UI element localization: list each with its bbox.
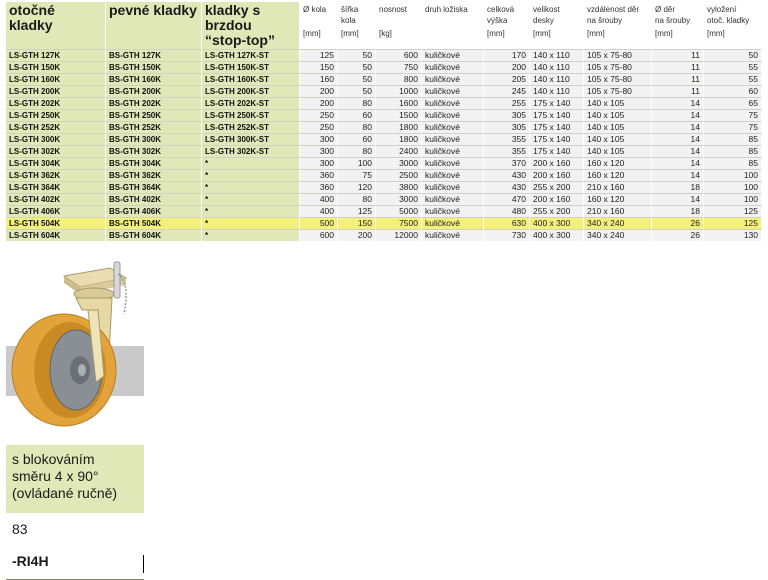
cell-fixed: BS-GTH 250K [106, 109, 202, 121]
cell-bolt: 105 x 75-80 [584, 49, 652, 61]
cell-plate: 175 x 140 [530, 133, 584, 145]
cell-width: 80 [338, 193, 376, 205]
cell-height: 355 [484, 133, 530, 145]
cell-load: 12000 [376, 229, 422, 241]
cell-width: 60 [338, 109, 376, 121]
cell-bolt: 140 x 105 [584, 121, 652, 133]
cell-plate: 175 x 140 [530, 97, 584, 109]
cell-load: 1600 [376, 97, 422, 109]
cell-hole: 11 [652, 61, 704, 73]
table-row [6, 97, 762, 109]
cell-swivel: LS-GTH 300K [6, 133, 106, 145]
table-row [6, 169, 762, 181]
cell-brake: * [202, 169, 300, 181]
cell-plate: 175 x 140 [530, 145, 584, 157]
cell-hole: 14 [652, 133, 704, 145]
cell-width: 100 [338, 157, 376, 169]
cell-fixed: BS-GTH 364K [106, 181, 202, 193]
cell-plate: 255 x 200 [530, 205, 584, 217]
cell-plate: 140 x 110 [530, 85, 584, 97]
cell-brake: * [202, 193, 300, 205]
cell-diam: 250 [300, 109, 338, 121]
cell-diam: 300 [300, 157, 338, 169]
header-wheel-width: šířka kola [mm] [338, 2, 376, 49]
cell-fixed: BS-GTH 504K [106, 217, 202, 229]
cell-width: 50 [338, 85, 376, 97]
cell-offset: 60 [704, 85, 762, 97]
cell-diam: 600 [300, 229, 338, 241]
cell-brake: * [202, 181, 300, 193]
cell-width: 50 [338, 73, 376, 85]
cell-height: 200 [484, 61, 530, 73]
header-offset: vyložení otoč. kladky [mm] [704, 2, 762, 49]
table-row [6, 85, 762, 97]
table-row [6, 193, 762, 205]
cell-offset: 75 [704, 121, 762, 133]
cell-fixed: BS-GTH 202K [106, 97, 202, 109]
cell-swivel: LS-GTH 160K [6, 73, 106, 85]
text-cursor [143, 555, 144, 573]
cell-offset: 65 [704, 97, 762, 109]
cell-bolt: 140 x 105 [584, 145, 652, 157]
cell-width: 120 [338, 181, 376, 193]
table-row [6, 145, 762, 157]
cell-diam: 150 [300, 61, 338, 73]
cell-swivel: LS-GTH 150K [6, 61, 106, 73]
cell-height: 255 [484, 97, 530, 109]
header-plate: velikost desky [mm] [530, 2, 584, 49]
cell-diam: 200 [300, 97, 338, 109]
cell-hole: 14 [652, 157, 704, 169]
cell-bolt: 210 x 160 [584, 181, 652, 193]
cell-plate: 175 x 140 [530, 109, 584, 121]
cell-offset: 75 [704, 109, 762, 121]
cell-swivel: LS-GTH 402K [6, 193, 106, 205]
cell-width: 80 [338, 97, 376, 109]
cell-offset: 85 [704, 133, 762, 145]
cell-brake: LS-GTH 300K-ST [202, 133, 300, 145]
cell-width: 80 [338, 145, 376, 157]
table-row [6, 205, 762, 217]
cell-swivel: LS-GTH 302K [6, 145, 106, 157]
cell-plate: 175 x 140 [530, 121, 584, 133]
cell-bolt: 140 x 105 [584, 109, 652, 121]
cell-hole: 14 [652, 193, 704, 205]
cell-bolt: 140 x 105 [584, 133, 652, 145]
cell-bolt: 160 x 120 [584, 157, 652, 169]
cell-fixed: BS-GTH 160K [106, 73, 202, 85]
header-height: celková výška [mm] [484, 2, 530, 49]
cell-bearing: kuličkové [422, 193, 484, 205]
cell-diam: 500 [300, 217, 338, 229]
cell-fixed: BS-GTH 200K [106, 85, 202, 97]
table-row [6, 61, 762, 73]
cell-load: 800 [376, 73, 422, 85]
cell-bearing: kuličkové [422, 205, 484, 217]
cell-height: 205 [484, 73, 530, 85]
header-brake: kladky s brzdou “stop-top” [202, 2, 300, 49]
cell-width: 75 [338, 169, 376, 181]
caster-spec-table [6, 2, 762, 241]
cell-width: 60 [338, 133, 376, 145]
cell-load: 1000 [376, 85, 422, 97]
cell-diam: 400 [300, 205, 338, 217]
cell-load: 7500 [376, 217, 422, 229]
cell-brake: * [202, 205, 300, 217]
table-row [6, 217, 762, 229]
cell-swivel: LS-GTH 304K [6, 157, 106, 169]
cell-bolt: 340 x 240 [584, 229, 652, 241]
cell-bearing: kuličkové [422, 181, 484, 193]
cell-offset: 130 [704, 229, 762, 241]
cell-brake: LS-GTH 160K-ST [202, 73, 300, 85]
header-hole-diameter: Ø děr na šrouby [mm] [652, 2, 704, 49]
cell-offset: 55 [704, 73, 762, 85]
table-row [6, 133, 762, 145]
cell-bearing: kuličkové [422, 121, 484, 133]
cell-height: 430 [484, 169, 530, 181]
cell-fixed: BS-GTH 402K [106, 193, 202, 205]
cell-swivel: LS-GTH 252K [6, 121, 106, 133]
cell-fixed: BS-GTH 604K [106, 229, 202, 241]
cell-width: 200 [338, 229, 376, 241]
cell-load: 2500 [376, 169, 422, 181]
cell-offset: 100 [704, 193, 762, 205]
cell-height: 470 [484, 193, 530, 205]
cell-brake: LS-GTH 200K-ST [202, 85, 300, 97]
cell-bearing: kuličkové [422, 229, 484, 241]
cell-height: 245 [484, 85, 530, 97]
cell-bearing: kuličkové [422, 73, 484, 85]
cell-bolt: 160 x 120 [584, 193, 652, 205]
table-row [6, 157, 762, 169]
cell-plate: 200 x 160 [530, 157, 584, 169]
cell-brake: * [202, 217, 300, 229]
header-fixed: pevné kladky [106, 2, 202, 49]
info-box [6, 445, 144, 580]
cell-fixed: BS-GTH 304K [106, 157, 202, 169]
cell-bearing: kuličkové [422, 85, 484, 97]
cell-plate: 400 x 300 [530, 229, 584, 241]
cell-height: 430 [484, 181, 530, 193]
table-row [6, 49, 762, 61]
cell-bearing: kuličkové [422, 61, 484, 73]
cell-load: 3800 [376, 181, 422, 193]
header-bolt-spacing: vzdálenost děr na šrouby [mm] [584, 2, 652, 49]
table-row [6, 109, 762, 121]
cell-height: 730 [484, 229, 530, 241]
cell-bolt: 105 x 75-80 [584, 85, 652, 97]
header-swivel: otočné kladky [6, 2, 106, 49]
cell-diam: 250 [300, 121, 338, 133]
cell-offset: 85 [704, 145, 762, 157]
cell-load: 5000 [376, 205, 422, 217]
cell-hole: 26 [652, 229, 704, 241]
cell-bolt: 105 x 75-80 [584, 73, 652, 85]
cell-load: 1800 [376, 121, 422, 133]
cell-hole: 11 [652, 73, 704, 85]
cell-plate: 140 x 110 [530, 61, 584, 73]
cell-bolt: 340 x 240 [584, 217, 652, 229]
cell-hole: 14 [652, 109, 704, 121]
cell-fixed: BS-GTH 362K [106, 169, 202, 181]
cell-diam: 400 [300, 193, 338, 205]
swivel-caster-wheel-icon [6, 254, 146, 434]
cell-load: 600 [376, 49, 422, 61]
cell-bearing: kuličkové [422, 49, 484, 61]
header-wheel-diameter: Ø kola [mm] [300, 2, 338, 49]
cell-brake: LS-GTH 202K-ST [202, 97, 300, 109]
cell-diam: 360 [300, 181, 338, 193]
cell-hole: 26 [652, 217, 704, 229]
cell-offset: 85 [704, 157, 762, 169]
cell-offset: 125 [704, 205, 762, 217]
cell-bolt: 140 x 105 [584, 97, 652, 109]
cell-load: 750 [376, 61, 422, 73]
cell-diam: 300 [300, 145, 338, 157]
cell-hole: 11 [652, 49, 704, 61]
cell-bearing: kuličkové [422, 109, 484, 121]
cell-offset: 100 [704, 181, 762, 193]
cell-offset: 100 [704, 169, 762, 181]
cell-fixed: BS-GTH 252K [106, 121, 202, 133]
cell-diam: 160 [300, 73, 338, 85]
cell-bolt: 105 x 75-80 [584, 61, 652, 73]
cell-bearing: kuličkové [422, 157, 484, 169]
cell-diam: 300 [300, 133, 338, 145]
cell-brake: LS-GTH 150K-ST [202, 61, 300, 73]
cell-swivel: LS-GTH 200K [6, 85, 106, 97]
cell-hole: 14 [652, 169, 704, 181]
cell-height: 355 [484, 145, 530, 157]
cell-brake: * [202, 157, 300, 169]
cell-diam: 200 [300, 85, 338, 97]
cell-load: 1800 [376, 133, 422, 145]
cell-brake: LS-GTH 127K-ST [202, 49, 300, 61]
cell-bearing: kuličkové [422, 133, 484, 145]
cell-fixed: BS-GTH 302K [106, 145, 202, 157]
cell-swivel: LS-GTH 250K [6, 109, 106, 121]
cell-swivel: LS-GTH 364K [6, 181, 106, 193]
lock-description: s blokováním směru 4 x 90° (ovládané ručně) [6, 445, 144, 513]
cell-hole: 11 [652, 85, 704, 97]
info-suffix: -RI4H [6, 547, 144, 580]
cell-bolt: 210 x 160 [584, 205, 652, 217]
header-load: nosnost [kg] [376, 2, 422, 49]
cell-swivel: LS-GTH 127K [6, 49, 106, 61]
cell-height: 305 [484, 121, 530, 133]
cell-hole: 14 [652, 121, 704, 133]
cell-load: 3000 [376, 193, 422, 205]
cell-plate: 200 x 160 [530, 193, 584, 205]
cell-width: 50 [338, 49, 376, 61]
cell-load: 1500 [376, 109, 422, 121]
cell-swivel: LS-GTH 604K [6, 229, 106, 241]
cell-height: 170 [484, 49, 530, 61]
cell-offset: 55 [704, 61, 762, 73]
cell-offset: 125 [704, 217, 762, 229]
header-bearing: druh ložiska [422, 2, 484, 49]
cell-brake: LS-GTH 302K-ST [202, 145, 300, 157]
cell-height: 480 [484, 205, 530, 217]
cell-height: 305 [484, 109, 530, 121]
cell-bearing: kuličkové [422, 169, 484, 181]
cell-hole: 18 [652, 205, 704, 217]
cell-fixed: BS-GTH 406K [106, 205, 202, 217]
cell-fixed: BS-GTH 127K [106, 49, 202, 61]
cell-brake: LS-GTH 252K-ST [202, 121, 300, 133]
cell-bearing: kuličkové [422, 217, 484, 229]
table-body [6, 49, 762, 241]
cell-hole: 14 [652, 97, 704, 109]
cell-swivel: LS-GTH 406K [6, 205, 106, 217]
cell-height: 370 [484, 157, 530, 169]
table-row [6, 73, 762, 85]
cell-offset: 50 [704, 49, 762, 61]
cell-plate: 400 x 300 [530, 217, 584, 229]
table-row [6, 229, 762, 241]
cell-diam: 360 [300, 169, 338, 181]
cell-bearing: kuličkové [422, 145, 484, 157]
cell-plate: 140 x 110 [530, 73, 584, 85]
cell-plate: 200 x 160 [530, 169, 584, 181]
cell-load: 3000 [376, 157, 422, 169]
cell-width: 80 [338, 121, 376, 133]
cell-plate: 255 x 200 [530, 181, 584, 193]
cell-height: 630 [484, 217, 530, 229]
cell-fixed: BS-GTH 150K [106, 61, 202, 73]
cell-width: 150 [338, 217, 376, 229]
cell-swivel: LS-GTH 504K [6, 217, 106, 229]
cell-hole: 14 [652, 145, 704, 157]
cell-brake: LS-GTH 250K-ST [202, 109, 300, 121]
info-number: 83 [6, 513, 144, 547]
table-row [6, 181, 762, 193]
cell-swivel: LS-GTH 202K [6, 97, 106, 109]
cell-diam: 125 [300, 49, 338, 61]
cell-brake: * [202, 229, 300, 241]
cell-plate: 140 x 110 [530, 49, 584, 61]
cell-swivel: LS-GTH 362K [6, 169, 106, 181]
table-row [6, 121, 762, 133]
cell-width: 50 [338, 61, 376, 73]
table-header-row [6, 2, 762, 49]
cell-bearing: kuličkové [422, 97, 484, 109]
cell-load: 2400 [376, 145, 422, 157]
cell-fixed: BS-GTH 300K [106, 133, 202, 145]
cell-bolt: 160 x 120 [584, 169, 652, 181]
cell-hole: 18 [652, 181, 704, 193]
cell-width: 125 [338, 205, 376, 217]
